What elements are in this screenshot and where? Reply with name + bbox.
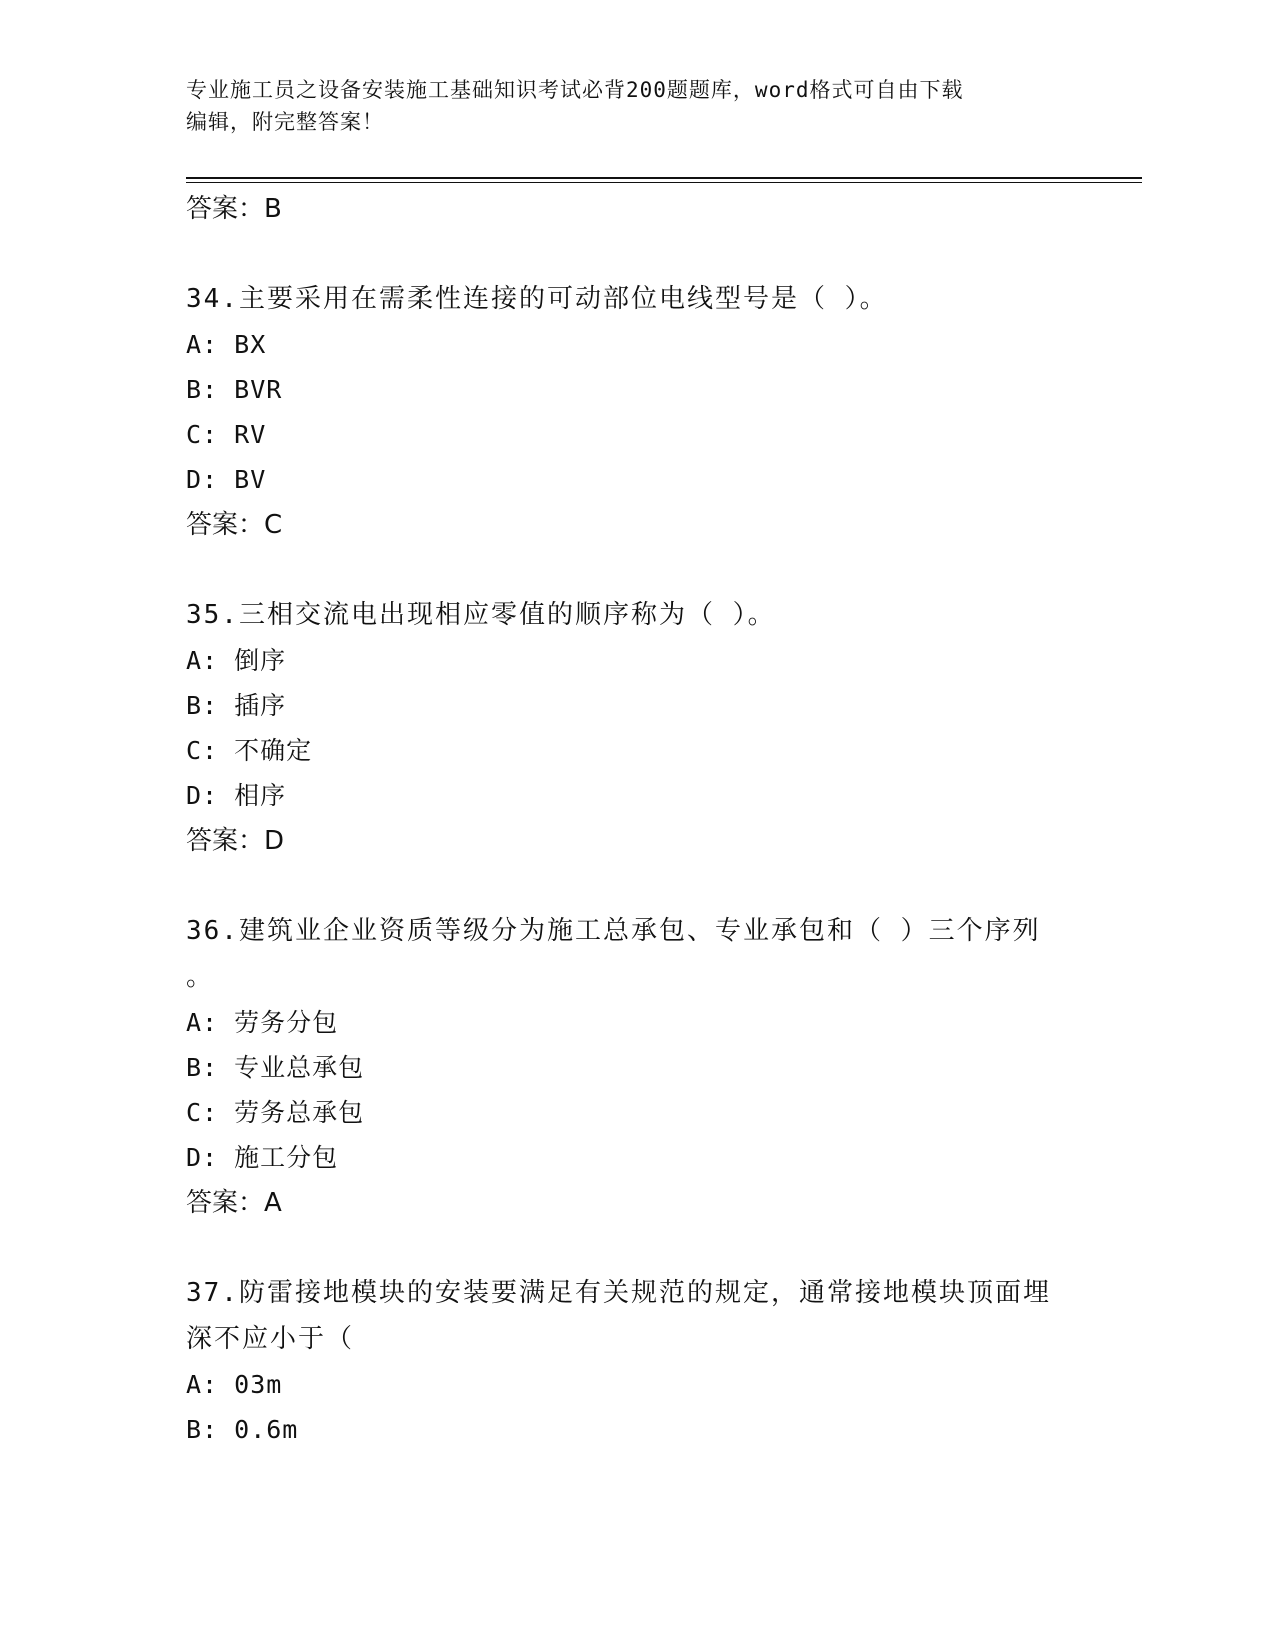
option-c: C: 劳务总承包 bbox=[186, 1098, 365, 1127]
answer-line: 答案：D bbox=[186, 826, 285, 856]
spacer bbox=[186, 864, 1086, 908]
option-c: C: 不确定 bbox=[186, 736, 313, 765]
header-line-2: 编辑，附完整答案！ bbox=[186, 110, 384, 134]
question-block bbox=[186, 1270, 1086, 1452]
option-b: B: BVR bbox=[186, 375, 283, 404]
question-text-continued: 深不应小于（ bbox=[186, 1324, 355, 1354]
question-text: 34.主要采用在需柔性连接的可动部位电线型号是（ ）。 bbox=[186, 284, 888, 314]
question-block bbox=[186, 592, 1086, 864]
answer-line: 答案：B bbox=[186, 194, 282, 224]
answer-line: 答案：A bbox=[186, 1188, 282, 1218]
answer-line: 答案：C bbox=[186, 510, 283, 540]
option-d: D: 相序 bbox=[186, 781, 287, 810]
option-b: B: 插序 bbox=[186, 691, 287, 720]
spacer bbox=[186, 232, 1086, 276]
option-d: D: BV bbox=[186, 465, 267, 494]
question-text-continued: 。 bbox=[186, 962, 215, 992]
option-d: D: 施工分包 bbox=[186, 1143, 339, 1172]
option-a: A: BX bbox=[186, 330, 267, 359]
option-b: B: 专业总承包 bbox=[186, 1053, 365, 1082]
document-header bbox=[186, 74, 1076, 138]
option-c: C: RV bbox=[186, 420, 267, 449]
question-block bbox=[186, 908, 1086, 1226]
question-text: 35.三相交流电出现相应零值的顺序称为（ ）。 bbox=[186, 600, 776, 630]
header-divider-thin bbox=[186, 182, 1142, 183]
question-block bbox=[186, 276, 1086, 548]
option-b: B: 0.6m bbox=[186, 1415, 299, 1444]
spacer bbox=[186, 548, 1086, 592]
question-text: 37.防雷接地模块的安装要满足有关规范的规定，通常接地模块顶面埋 bbox=[186, 1278, 1051, 1308]
question-text: 36.建筑业企业资质等级分为施工总承包、专业承包和（ ）三个序列 bbox=[186, 916, 1041, 946]
option-a: A: 劳务分包 bbox=[186, 1008, 339, 1037]
header-line-1: 专业施工员之设备安装施工基础知识考试必背200题题库，word格式可自由下载 bbox=[186, 78, 964, 102]
spacer bbox=[186, 1226, 1086, 1270]
option-a: A: 03m bbox=[186, 1370, 283, 1399]
header-divider-thick bbox=[186, 177, 1142, 179]
option-a: A: 倒序 bbox=[186, 646, 287, 675]
question-list bbox=[186, 186, 1086, 1452]
